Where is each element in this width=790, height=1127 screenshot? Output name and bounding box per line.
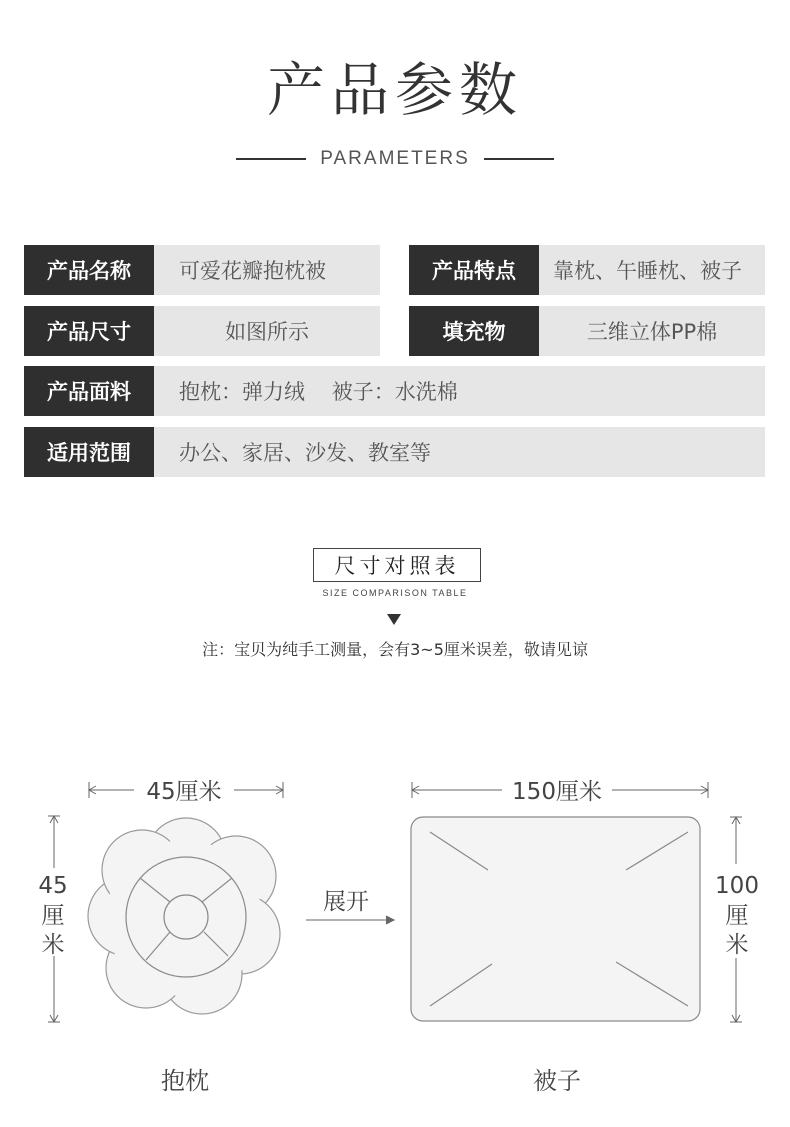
flower-pillow-illustration <box>88 818 280 1014</box>
triangle-down-icon <box>387 614 401 625</box>
quilt-illustration <box>411 817 700 1021</box>
pillow-height-unit-1: 厘 <box>41 903 65 929</box>
pillow-caption: 抱枕 <box>161 1067 209 1095</box>
param-feature-value: 靠枕、午睡枕、被子 <box>553 259 742 283</box>
param-feature-label: 产品特点 <box>409 245 539 295</box>
pillow-height-dimension <box>38 816 67 1022</box>
param-fabric <box>24 366 765 416</box>
param-fabric-value: 抱枕：弹力绒 被子：水洗棉 <box>179 380 458 404</box>
param-name <box>24 245 380 295</box>
pillow-height-number: 45 <box>38 873 68 899</box>
page-subtitle: PARAMETERS <box>320 148 470 169</box>
size-table-subtitle: SIZE COMPARISON TABLE <box>322 588 468 598</box>
param-name-value: 可爱花瓣抱枕被 <box>179 259 326 283</box>
quilt-height-dimension <box>715 817 759 1022</box>
pillow-height-unit-2: 米 <box>41 932 65 958</box>
param-name-label: 产品名称 <box>24 245 154 295</box>
measurement-note: 注：宝贝为纯手工测量，会有3~5厘米误差，敬请见谅 <box>202 640 588 659</box>
size-table-title: 尺寸对照表 <box>313 548 481 582</box>
size-diagram <box>0 760 790 1127</box>
subtitle-rule-right <box>484 158 554 160</box>
param-size <box>24 306 380 356</box>
quilt-height-unit-2: 米 <box>725 932 749 958</box>
expand-arrow <box>306 889 394 924</box>
page-title: 产品参数 <box>266 56 523 124</box>
quilt-height-unit-1: 厘 <box>725 903 749 929</box>
quilt-height-number: 100 <box>715 873 759 899</box>
subtitle-row <box>0 145 790 173</box>
expand-label: 展开 <box>323 889 369 915</box>
subtitle-rule-left <box>236 158 306 160</box>
param-usage-label: 适用范围 <box>24 427 154 477</box>
quilt-caption: 被子 <box>533 1067 581 1095</box>
param-fabric-label: 产品面料 <box>24 366 154 416</box>
param-filling-value: 三维立体PP棉 <box>586 320 718 344</box>
param-usage <box>24 427 765 477</box>
param-size-label: 产品尺寸 <box>24 306 154 356</box>
pillow-width-dimension <box>89 779 283 805</box>
param-filling <box>409 306 765 356</box>
param-size-value: 如图所示 <box>225 320 309 344</box>
param-filling-label: 填充物 <box>409 306 539 356</box>
quilt-width-dimension <box>412 779 708 805</box>
param-feature <box>409 245 765 295</box>
pillow-width-label: 45厘米 <box>146 779 222 805</box>
quilt-width-label: 150厘米 <box>512 779 602 805</box>
param-usage-value: 办公、家居、沙发、教室等 <box>179 441 431 465</box>
